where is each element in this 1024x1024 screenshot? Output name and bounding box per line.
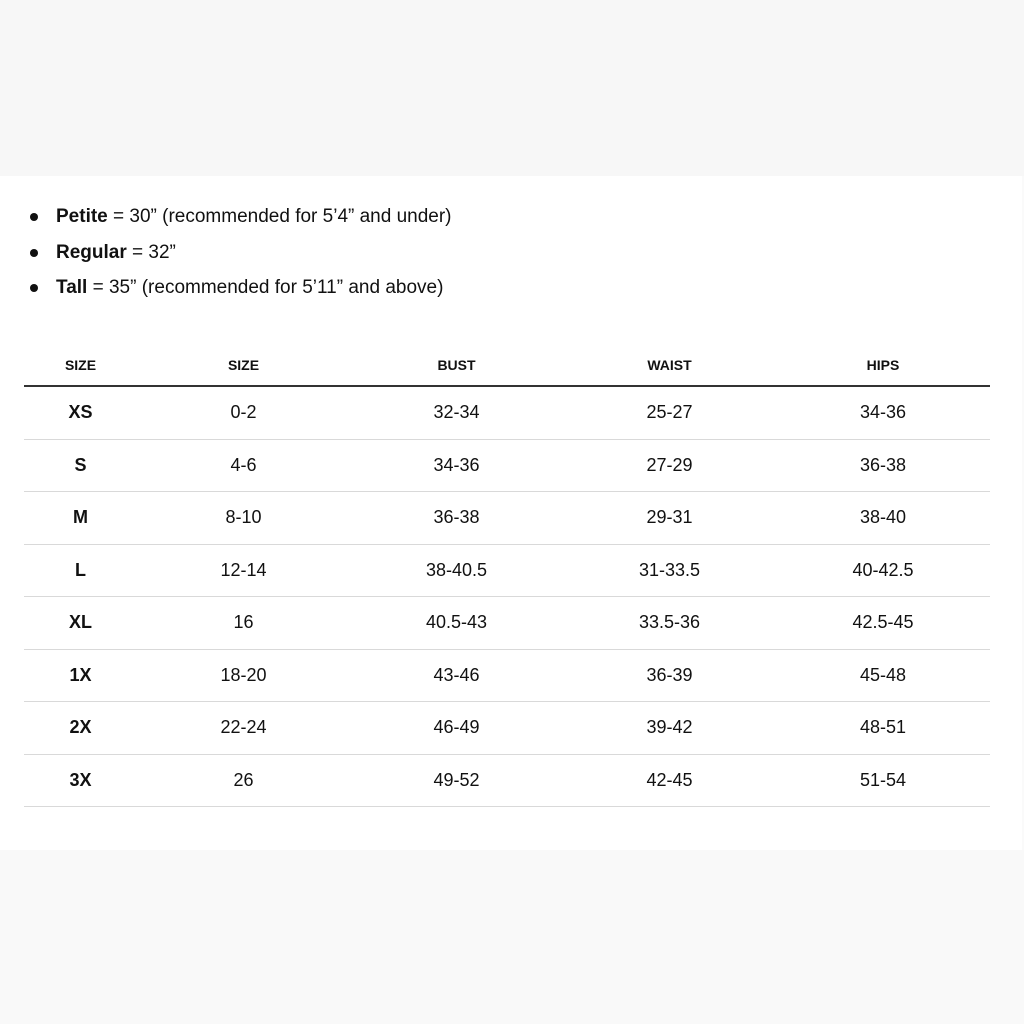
size-number-cell: 4-6: [137, 439, 350, 492]
waist-cell: 27-29: [563, 439, 776, 492]
hips-cell: 45-48: [776, 649, 990, 702]
size-number-cell: 16: [137, 597, 350, 650]
size-number-cell: 12-14: [137, 544, 350, 597]
hips-cell: 51-54: [776, 754, 990, 807]
header-size-number: SIZE: [137, 345, 350, 386]
waist-cell: 29-31: [563, 492, 776, 545]
hips-cell: 40-42.5: [776, 544, 990, 597]
length-item-regular: [30, 238, 452, 274]
size-number-cell: 26: [137, 754, 350, 807]
top-background: [0, 0, 1024, 176]
header-waist: WAIST: [563, 345, 776, 386]
size-label-cell: 3X: [24, 754, 137, 807]
header-hips: HIPS: [776, 345, 990, 386]
waist-cell: 25-27: [563, 386, 776, 439]
bust-cell: 46-49: [350, 702, 563, 755]
bust-cell: 38-40.5: [350, 544, 563, 597]
table-header-row: [24, 345, 990, 386]
bust-cell: 36-38: [350, 492, 563, 545]
size-label-cell: L: [24, 544, 137, 597]
hips-cell: 38-40: [776, 492, 990, 545]
table-row: [24, 597, 990, 650]
size-number-cell: 22-24: [137, 702, 350, 755]
size-label-cell: M: [24, 492, 137, 545]
size-label-cell: S: [24, 439, 137, 492]
size-label-cell: 1X: [24, 649, 137, 702]
length-name: Regular: [56, 241, 127, 263]
length-item-tall: [30, 273, 452, 309]
bust-cell: 49-52: [350, 754, 563, 807]
length-description: = 32”: [126, 241, 176, 263]
table-row: [24, 492, 990, 545]
size-number-cell: 18-20: [137, 649, 350, 702]
waist-cell: 33.5-36: [563, 597, 776, 650]
waist-cell: 42-45: [563, 754, 776, 807]
size-number-cell: 8-10: [137, 492, 350, 545]
length-description: = 30” (recommended for 5’4” and under): [107, 206, 452, 227]
bullet-icon: [30, 213, 38, 221]
size-number-cell: 0-2: [137, 386, 350, 439]
hips-cell: 42.5-45: [776, 597, 990, 650]
table-row: [24, 386, 990, 439]
length-item-petite: [30, 202, 452, 238]
bust-cell: 40.5-43: [350, 597, 563, 650]
length-name: Tall: [56, 277, 88, 298]
size-chart-table: [24, 345, 990, 807]
bullet-icon: [30, 284, 38, 292]
header-size-label: SIZE: [24, 345, 137, 386]
waist-cell: 36-39: [563, 649, 776, 702]
bust-cell: 43-46: [350, 649, 563, 702]
hips-cell: 48-51: [776, 702, 990, 755]
bullet-icon: [30, 249, 38, 257]
waist-cell: 31-33.5: [563, 544, 776, 597]
table-row: [24, 649, 990, 702]
bottom-background: [0, 850, 1024, 1024]
size-label-cell: 2X: [24, 702, 137, 755]
bust-cell: 34-36: [350, 439, 563, 492]
length-description: = 35” (recommended for 5’11” and above): [87, 277, 444, 298]
inseam-length-list: [30, 202, 452, 309]
table-row: [24, 754, 990, 807]
table-row: [24, 439, 990, 492]
size-guide-card: [0, 176, 1022, 850]
waist-cell: 39-42: [563, 702, 776, 755]
hips-cell: 36-38: [776, 439, 990, 492]
bust-cell: 32-34: [350, 386, 563, 439]
table-row: [24, 702, 990, 755]
header-bust: BUST: [350, 345, 563, 386]
length-name: Petite: [56, 206, 108, 227]
size-label-cell: XL: [24, 597, 137, 650]
hips-cell: 34-36: [776, 386, 990, 439]
table-row: [24, 544, 990, 597]
size-label-cell: XS: [24, 386, 137, 439]
